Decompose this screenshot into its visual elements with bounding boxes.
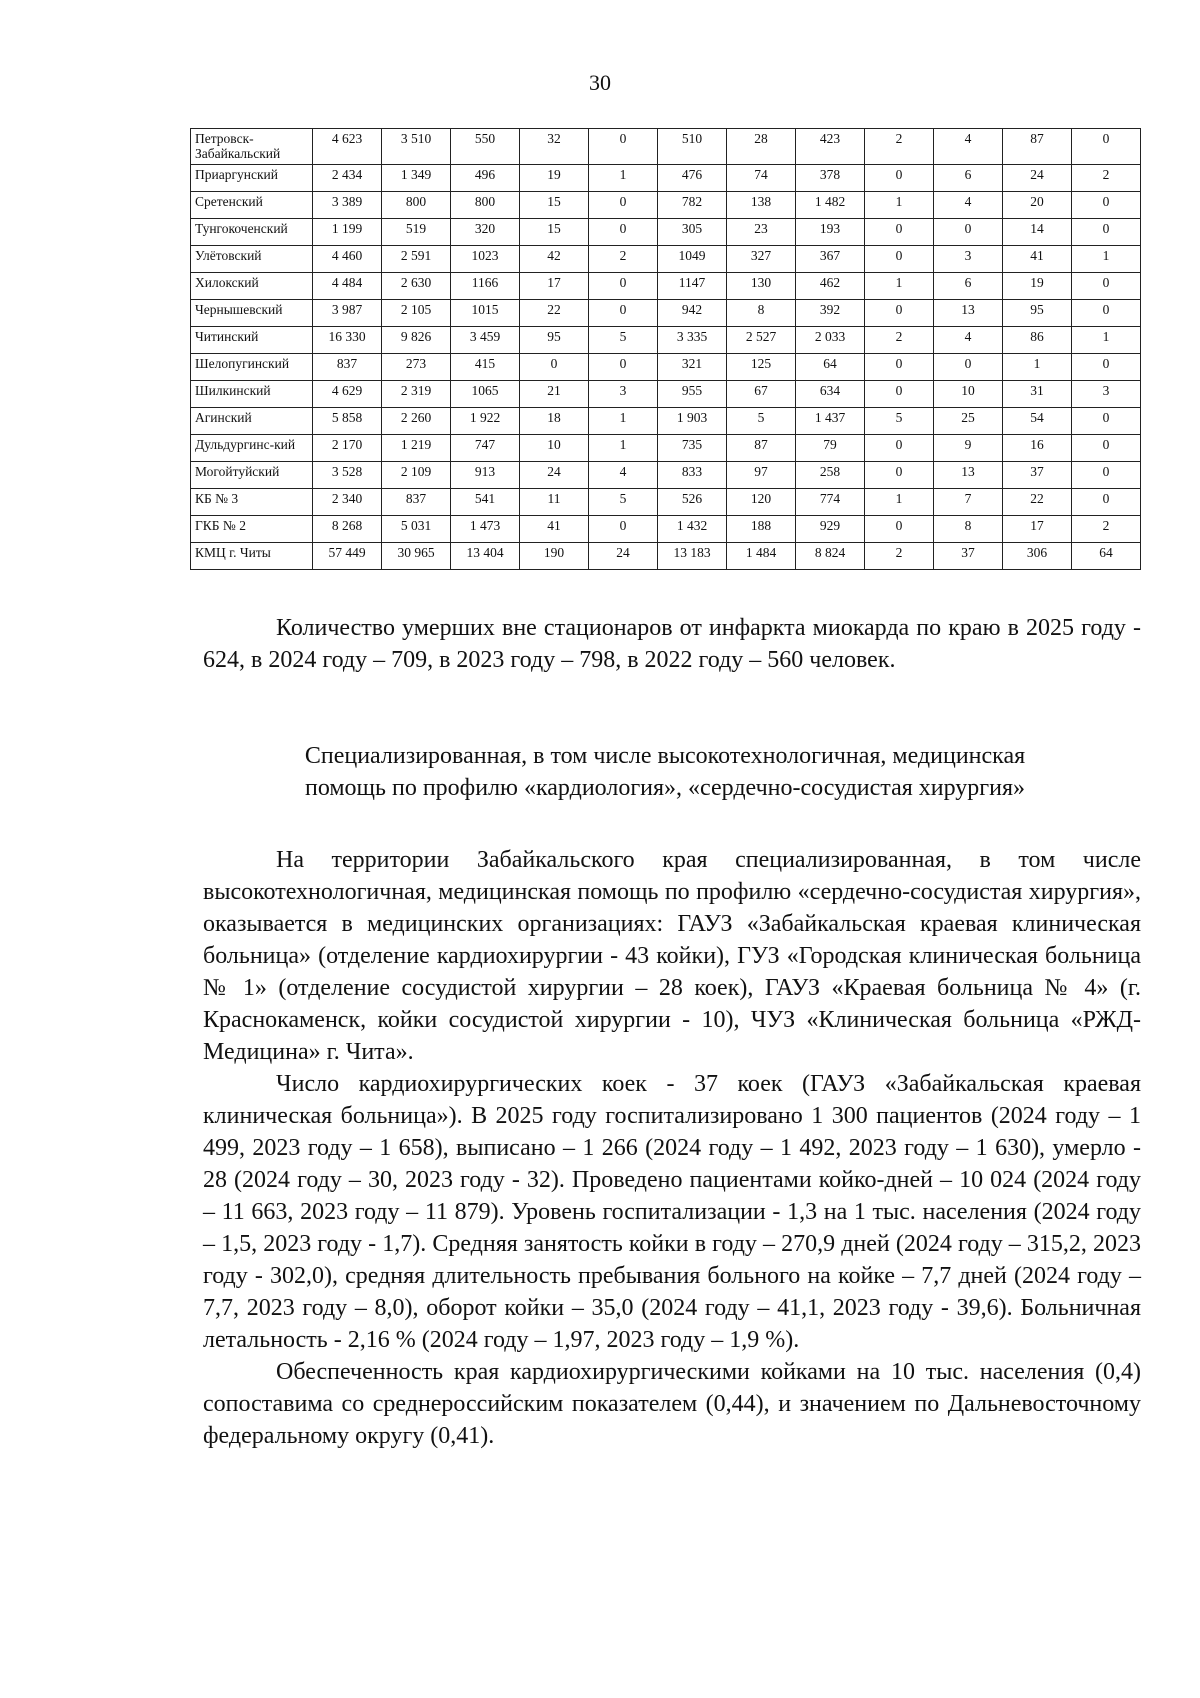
table-cell: 0 — [1072, 192, 1141, 219]
table-cell: 1 — [1003, 354, 1072, 381]
table-cell: 4 — [934, 129, 1003, 165]
table-cell: 0 — [589, 192, 658, 219]
table-cell: 1 — [1072, 246, 1141, 273]
table-cell: 64 — [796, 354, 865, 381]
table-cell: 0 — [865, 246, 934, 273]
table-cell: 0 — [589, 354, 658, 381]
table-cell: 2 170 — [313, 435, 382, 462]
table-cell: 42 — [520, 246, 589, 273]
table-cell: 21 — [520, 381, 589, 408]
table-cell: 130 — [727, 273, 796, 300]
table-row — [191, 300, 1141, 327]
table-cell: 16 330 — [313, 327, 382, 354]
table-cell: 1 199 — [313, 219, 382, 246]
table-cell: 3 528 — [313, 462, 382, 489]
table-cell: 0 — [589, 300, 658, 327]
table-cell: 496 — [451, 165, 520, 192]
table-cell: 19 — [1003, 273, 1072, 300]
table-cell: 79 — [796, 435, 865, 462]
table-cell: 13 183 — [658, 543, 727, 570]
table-cell: 0 — [1072, 462, 1141, 489]
heading-line-1: Специализированная, в том числе высокотехнологичная, медицинская — [304, 743, 1026, 769]
table-row — [191, 408, 1141, 435]
row-label-cell: Сретенский — [191, 192, 313, 219]
table-cell: 1 — [589, 165, 658, 192]
table-cell: 23 — [727, 219, 796, 246]
table-cell: 550 — [451, 129, 520, 165]
table-cell: 634 — [796, 381, 865, 408]
table-cell: 54 — [1003, 408, 1072, 435]
table-cell: 1 — [865, 273, 934, 300]
table-cell: 1 — [589, 408, 658, 435]
table-cell: 837 — [382, 489, 451, 516]
table-cell: 41 — [520, 516, 589, 543]
row-label-cell: Петровск-Забайкальский — [191, 129, 313, 165]
table-cell: 1 — [865, 192, 934, 219]
table-row — [191, 327, 1141, 354]
heading-line-2: помощь по профилю «кардиология», «сердечно-сосудистая хирургия» — [304, 775, 1026, 801]
table-cell: 9 826 — [382, 327, 451, 354]
table-cell: 3 — [589, 381, 658, 408]
table-cell: 320 — [451, 219, 520, 246]
table-cell: 2 — [1072, 165, 1141, 192]
table-cell: 0 — [865, 300, 934, 327]
table-cell: 1 — [589, 435, 658, 462]
table-row — [191, 192, 1141, 219]
table-cell: 1 349 — [382, 165, 451, 192]
table-cell: 0 — [865, 165, 934, 192]
table-cell: 4 460 — [313, 246, 382, 273]
table-cell: 3 987 — [313, 300, 382, 327]
table-row — [191, 543, 1141, 570]
table-cell: 774 — [796, 489, 865, 516]
table-cell: 188 — [727, 516, 796, 543]
table-cell: 20 — [1003, 192, 1072, 219]
paragraph-bed-provision: Обеспеченность края кардиохирургическими койками на 10 тыс. населения (0,4) сопоставима со среднероссийским показателем (0,44), и значением по Дальневосточному федеральному округу (0,41). — [203, 1359, 1141, 1449]
table-cell: 321 — [658, 354, 727, 381]
table-cell: 8 — [727, 300, 796, 327]
table-cell: 41 — [1003, 246, 1072, 273]
table-cell: 4 — [589, 462, 658, 489]
table-cell: 258 — [796, 462, 865, 489]
table-cell: 1 432 — [658, 516, 727, 543]
row-label-cell: Шилкинский — [191, 381, 313, 408]
table-cell: 37 — [934, 543, 1003, 570]
table-cell: 0 — [1072, 489, 1141, 516]
table-cell: 13 404 — [451, 543, 520, 570]
table-cell: 955 — [658, 381, 727, 408]
table-cell: 2 — [1072, 516, 1141, 543]
table-cell: 541 — [451, 489, 520, 516]
table-cell: 0 — [1072, 354, 1141, 381]
table-cell: 0 — [934, 219, 1003, 246]
row-label-cell: Читинский — [191, 327, 313, 354]
table-cell: 3 — [934, 246, 1003, 273]
table-row — [191, 462, 1141, 489]
table-cell: 95 — [1003, 300, 1072, 327]
table-cell: 8 268 — [313, 516, 382, 543]
page-number: 30 — [589, 70, 611, 95]
table-cell: 97 — [727, 462, 796, 489]
table-cell: 30 965 — [382, 543, 451, 570]
table-row — [191, 129, 1141, 165]
table-cell: 0 — [1072, 435, 1141, 462]
table-cell: 2 033 — [796, 327, 865, 354]
row-label-cell: Шелопугинский — [191, 354, 313, 381]
body-text — [203, 844, 1141, 1452]
table-cell: 305 — [658, 219, 727, 246]
table-cell: 1 — [865, 489, 934, 516]
table-cell: 462 — [796, 273, 865, 300]
table-cell: 519 — [382, 219, 451, 246]
row-label-cell: ГКБ № 2 — [191, 516, 313, 543]
table-row — [191, 489, 1141, 516]
table-cell: 22 — [520, 300, 589, 327]
table-cell: 0 — [865, 516, 934, 543]
row-label-cell: Тунгокоченский — [191, 219, 313, 246]
table-cell: 3 335 — [658, 327, 727, 354]
table-cell: 327 — [727, 246, 796, 273]
table-cell: 2 — [865, 543, 934, 570]
section-heading — [190, 740, 1140, 804]
table-cell: 86 — [1003, 327, 1072, 354]
table-row — [191, 246, 1141, 273]
table-cell: 3 510 — [382, 129, 451, 165]
row-label-cell: Улётовский — [191, 246, 313, 273]
table-cell: 5 031 — [382, 516, 451, 543]
table-cell: 367 — [796, 246, 865, 273]
paragraph-text: Количество умерших вне стационаров от инфаркта миокарда по краю в 2025 году - 624, в 2024 году – 709, в 2023 году – 798, в 2022 году – 560 человек. — [203, 615, 1141, 673]
table-cell: 24 — [1003, 165, 1072, 192]
table-cell: 15 — [520, 192, 589, 219]
row-label-cell: Хилокский — [191, 273, 313, 300]
table-cell: 1 484 — [727, 543, 796, 570]
table-cell: 25 — [934, 408, 1003, 435]
table-row — [191, 354, 1141, 381]
table-row — [191, 381, 1141, 408]
table-cell: 11 — [520, 489, 589, 516]
table-cell: 0 — [1072, 408, 1141, 435]
table-cell: 28 — [727, 129, 796, 165]
table-cell: 1023 — [451, 246, 520, 273]
table-cell: 4 484 — [313, 273, 382, 300]
table-cell: 378 — [796, 165, 865, 192]
table-cell: 782 — [658, 192, 727, 219]
table-cell: 14 — [1003, 219, 1072, 246]
table-cell: 0 — [589, 129, 658, 165]
table-cell: 306 — [1003, 543, 1072, 570]
table-cell: 87 — [1003, 129, 1072, 165]
table-cell: 8 — [934, 516, 1003, 543]
table-cell: 1049 — [658, 246, 727, 273]
table-cell: 2 — [865, 129, 934, 165]
table-cell: 4 — [934, 327, 1003, 354]
table-cell: 1 473 — [451, 516, 520, 543]
table-cell: 87 — [727, 435, 796, 462]
table-cell: 5 — [589, 327, 658, 354]
table-cell: 2 591 — [382, 246, 451, 273]
table-cell: 10 — [934, 381, 1003, 408]
table-cell: 0 — [865, 219, 934, 246]
table-cell: 526 — [658, 489, 727, 516]
table-cell: 0 — [865, 381, 934, 408]
table-cell: 2 105 — [382, 300, 451, 327]
statistics-table — [190, 128, 1141, 570]
table-cell: 1 922 — [451, 408, 520, 435]
table-cell: 1 219 — [382, 435, 451, 462]
table-cell: 2 — [865, 327, 934, 354]
table-cell: 1 482 — [796, 192, 865, 219]
table-cell: 74 — [727, 165, 796, 192]
table-cell: 800 — [451, 192, 520, 219]
table-cell: 95 — [520, 327, 589, 354]
table-cell: 31 — [1003, 381, 1072, 408]
table-cell: 32 — [520, 129, 589, 165]
table-cell: 4 623 — [313, 129, 382, 165]
table-cell: 0 — [865, 435, 934, 462]
table-cell: 0 — [1072, 300, 1141, 327]
table-cell: 0 — [589, 273, 658, 300]
table-cell: 2 630 — [382, 273, 451, 300]
table-cell: 1 903 — [658, 408, 727, 435]
row-label-cell: Приаргунский — [191, 165, 313, 192]
table-cell: 747 — [451, 435, 520, 462]
table-cell: 3 459 — [451, 327, 520, 354]
table-cell: 1147 — [658, 273, 727, 300]
table-cell: 6 — [934, 273, 1003, 300]
table-cell: 13 — [934, 300, 1003, 327]
table-cell: 10 — [520, 435, 589, 462]
row-label-cell: КБ № 3 — [191, 489, 313, 516]
table-row — [191, 219, 1141, 246]
table-cell: 735 — [658, 435, 727, 462]
table-cell: 0 — [1072, 129, 1141, 165]
table-row — [191, 435, 1141, 462]
table-cell: 1065 — [451, 381, 520, 408]
table-cell: 2 340 — [313, 489, 382, 516]
table-cell: 0 — [865, 354, 934, 381]
table-cell: 3 389 — [313, 192, 382, 219]
table-cell: 8 824 — [796, 543, 865, 570]
table-cell: 4 629 — [313, 381, 382, 408]
table-cell: 24 — [589, 543, 658, 570]
table-cell: 0 — [520, 354, 589, 381]
table-cell: 942 — [658, 300, 727, 327]
table-cell: 0 — [865, 462, 934, 489]
table-cell: 17 — [520, 273, 589, 300]
table-cell: 15 — [520, 219, 589, 246]
table-cell: 1 — [1072, 327, 1141, 354]
row-label-cell: Агинский — [191, 408, 313, 435]
table-cell: 0 — [1072, 219, 1141, 246]
table-cell: 837 — [313, 354, 382, 381]
table-cell: 16 — [1003, 435, 1072, 462]
paragraph-bed-statistics: Число кардиохирургических коек - 37 коек (ГАУЗ «Забайкальская краевая клиническая больница»). В 2025 году госпитализировано 1 300 пациентов (2024 году – 1 499, 2023 году – 1 658), выписано – 1 266 (2024 году – 1 492, 2023 году – 1 630), умерло - 28 (2024 году – 30, 2023 году - 32). Проведено пациентами койко-дней – 10 024 (2024 году – 11 663, 2023 году – 11 879). Уровень госпитализации - 1,3 на 1 тыс. населения (2024 году – 1,5, 2023 году - 1,7). Средняя занятость койки в году – 270,9 дней (2024 году – 315,2, 2023 году - 302,0), средняя длительность пребывания больного на койке – 7,7 дней (2024 году – 7,7, 2023 году – 8,0), оборот койки – 35,0 (2024 году – 41,1, 2023 году - 39,6). Больничная летальность - 2,16 % (2024 году – 1,97, 2023 году – 1,9 %). — [203, 1071, 1141, 1353]
table-cell: 18 — [520, 408, 589, 435]
table-cell: 9 — [934, 435, 1003, 462]
table-cell: 800 — [382, 192, 451, 219]
table-cell: 1 437 — [796, 408, 865, 435]
table-cell: 6 — [934, 165, 1003, 192]
table-cell: 190 — [520, 543, 589, 570]
table-cell: 2 527 — [727, 327, 796, 354]
table-cell: 2 260 — [382, 408, 451, 435]
table-cell: 5 — [727, 408, 796, 435]
table-cell: 476 — [658, 165, 727, 192]
table-cell: 0 — [1072, 273, 1141, 300]
table-row — [191, 516, 1141, 543]
table-cell: 0 — [934, 354, 1003, 381]
table-cell: 3 — [1072, 381, 1141, 408]
table-cell: 2 — [589, 246, 658, 273]
table-cell: 1015 — [451, 300, 520, 327]
table-cell: 24 — [520, 462, 589, 489]
table-cell: 57 449 — [313, 543, 382, 570]
table-cell: 4 — [934, 192, 1003, 219]
table-cell: 2 319 — [382, 381, 451, 408]
row-label-cell: Чернышевский — [191, 300, 313, 327]
table-cell: 7 — [934, 489, 1003, 516]
table-cell: 415 — [451, 354, 520, 381]
table-cell: 13 — [934, 462, 1003, 489]
table-cell: 5 — [589, 489, 658, 516]
table-cell: 392 — [796, 300, 865, 327]
paragraph-facilities: На территории Забайкальского края специализированная, в том числе высокотехнологичная, медицинская помощь по профилю «сердечно-сосудистая хирургия», оказывается в медицинских организациях: ГАУЗ «Забайкальская краевая клиническая больница» (отделение кардиохирургии - 43 койки), ГУЗ «Городская клиническая больница № 1» (отделение сосудистой хирургии – 28 коек), ГАУЗ «Краевая больница № 4» (г. Краснокаменск, койки сосудистой хирургии - 10), ЧУЗ «Клиническая больница «РЖД-Медицина» г. Чита». — [203, 847, 1141, 1065]
row-label-cell: КМЦ г. Читы — [191, 543, 313, 570]
table-cell: 929 — [796, 516, 865, 543]
table-cell: 2 434 — [313, 165, 382, 192]
table-row — [191, 273, 1141, 300]
table-cell: 833 — [658, 462, 727, 489]
paragraph-outpatient-deaths — [203, 612, 1141, 676]
row-label-cell: Дульдургинс-кий — [191, 435, 313, 462]
table-cell: 64 — [1072, 543, 1141, 570]
table-cell: 22 — [1003, 489, 1072, 516]
table-cell: 0 — [589, 516, 658, 543]
table-cell: 5 — [865, 408, 934, 435]
table-cell: 67 — [727, 381, 796, 408]
table-cell: 17 — [1003, 516, 1072, 543]
table-cell: 273 — [382, 354, 451, 381]
table-cell: 193 — [796, 219, 865, 246]
table-cell: 19 — [520, 165, 589, 192]
table-row — [191, 165, 1141, 192]
table-cell: 510 — [658, 129, 727, 165]
table-cell: 423 — [796, 129, 865, 165]
table-cell: 0 — [589, 219, 658, 246]
table-cell: 913 — [451, 462, 520, 489]
table-cell: 5 858 — [313, 408, 382, 435]
table-cell: 125 — [727, 354, 796, 381]
table-cell: 1166 — [451, 273, 520, 300]
table-cell: 138 — [727, 192, 796, 219]
table-cell: 2 109 — [382, 462, 451, 489]
table-cell: 37 — [1003, 462, 1072, 489]
table-cell: 120 — [727, 489, 796, 516]
row-label-cell: Могойтуйский — [191, 462, 313, 489]
